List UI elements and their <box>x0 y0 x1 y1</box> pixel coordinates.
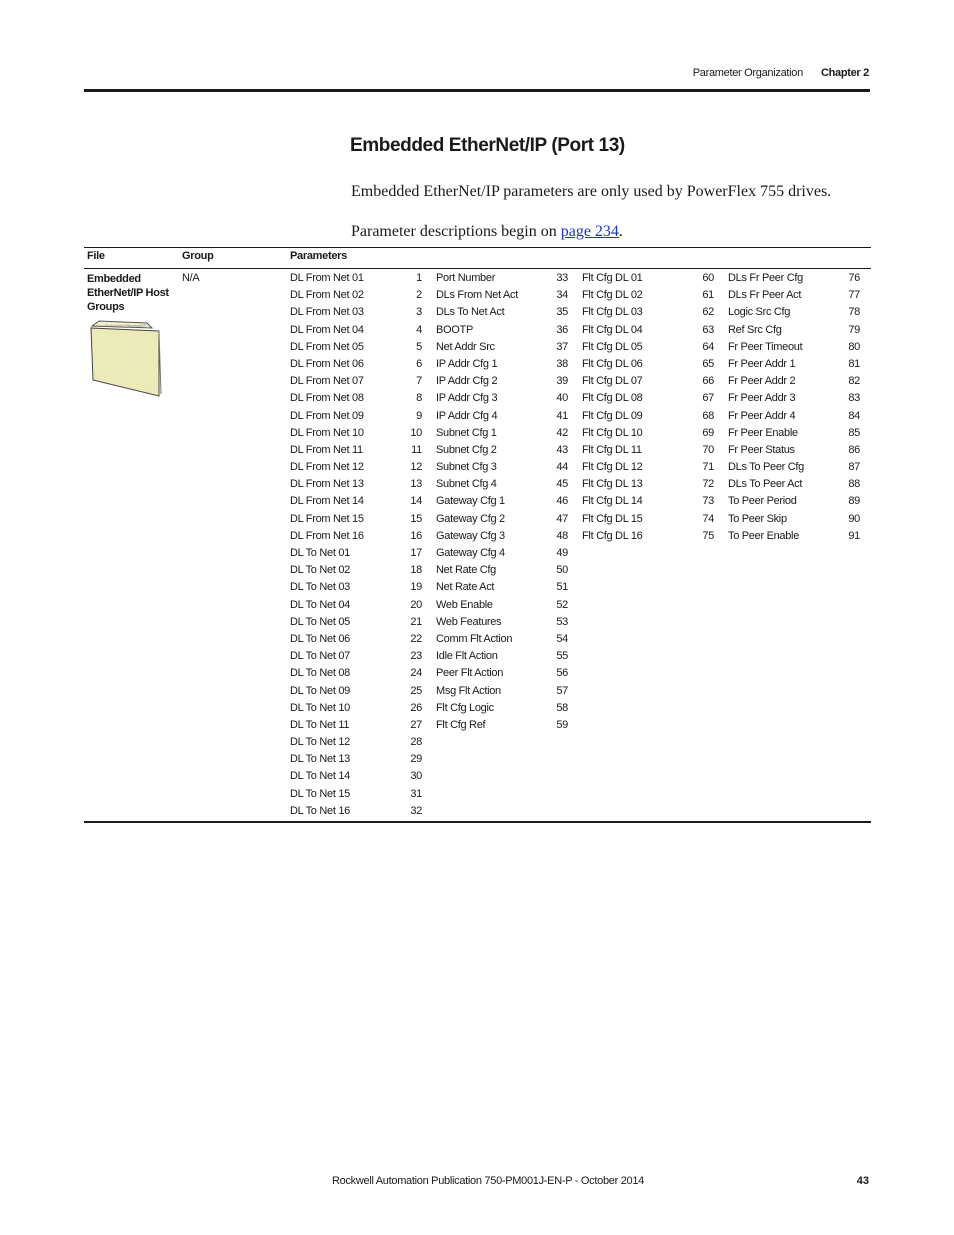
parameter-row <box>582 444 714 461</box>
parameter-name: Gateway Cfg 1 <box>436 495 505 508</box>
parameter-name: Net Rate Act <box>436 581 495 594</box>
parameter-row <box>290 719 422 736</box>
parameter-number: 29 <box>410 753 422 766</box>
parameter-name: Flt Cfg DL 15 <box>582 512 643 525</box>
parameter-name: Fr Peer Enable <box>728 426 798 439</box>
parameter-row <box>290 324 422 341</box>
parameter-number: 79 <box>848 323 860 336</box>
parameter-name: IP Addr Cfg 3 <box>436 392 498 405</box>
parameter-name: DLs Fr Peer Act <box>728 289 802 302</box>
parameter-number: 71 <box>702 461 714 474</box>
parameter-number: 34 <box>556 289 568 302</box>
parameter-row <box>728 410 860 427</box>
parameter-name: Flt Cfg DL 03 <box>582 306 643 319</box>
parameter-row <box>290 478 422 495</box>
parameter-number: 86 <box>848 443 860 456</box>
parameter-column-3 <box>582 272 714 547</box>
parameter-row <box>290 444 422 461</box>
parameter-name: DL To Net 11 <box>290 718 350 731</box>
parameter-number: 87 <box>848 461 860 474</box>
parameter-name: DL From Net 04 <box>290 323 364 336</box>
parameter-row <box>436 513 568 530</box>
parameter-row <box>290 513 422 530</box>
parameter-row <box>436 306 568 323</box>
parameter-name: Gateway Cfg 2 <box>436 512 505 525</box>
parameter-row <box>728 306 860 323</box>
parameter-number: 90 <box>848 512 860 525</box>
parameter-number: 45 <box>556 478 568 491</box>
parameter-row <box>728 444 860 461</box>
parameter-number: 56 <box>556 667 568 680</box>
parameter-row <box>728 272 860 289</box>
parameter-row <box>728 358 860 375</box>
parameter-number: 85 <box>848 426 860 439</box>
parameter-number: 80 <box>848 340 860 353</box>
page-number: 43 <box>856 1175 869 1187</box>
page-title: Embedded EtherNet/IP (Port 13) <box>350 135 625 156</box>
parameter-row <box>290 685 422 702</box>
group-value: N/A <box>182 272 200 284</box>
parameter-row <box>290 358 422 375</box>
parameter-name: DL From Net 01 <box>290 272 364 284</box>
parameter-name: Fr Peer Timeout <box>728 340 803 353</box>
parameter-name: Flt Cfg Ref <box>436 718 486 731</box>
parameter-row <box>436 358 568 375</box>
file-name: Embedded EtherNet/IP Host Groups <box>87 273 169 313</box>
parameter-row <box>728 427 860 444</box>
parameter-number: 53 <box>556 615 568 628</box>
parameter-number: 60 <box>702 272 714 284</box>
parameter-number: 48 <box>556 529 568 542</box>
parameter-number: 51 <box>556 581 568 594</box>
parameter-name: DL To Net 12 <box>290 736 350 749</box>
parameter-name: DL To Net 05 <box>290 615 350 628</box>
parameter-number: 41 <box>556 409 568 422</box>
parameter-row <box>582 478 714 495</box>
parameter-number: 73 <box>702 495 714 508</box>
parameter-number: 65 <box>702 357 714 370</box>
parameter-number: 17 <box>410 547 422 559</box>
parameter-name: DL To Net 15 <box>290 787 350 800</box>
parameter-number: 63 <box>702 323 714 336</box>
parameter-name: Subnet Cfg 1 <box>436 426 497 439</box>
parameter-row <box>436 667 568 684</box>
parameter-row <box>290 306 422 323</box>
parameter-name: Fr Peer Addr 4 <box>728 409 796 422</box>
parameter-column-2 <box>436 272 568 736</box>
parameter-number: 68 <box>702 409 714 422</box>
parameter-row <box>728 495 860 512</box>
parameter-row <box>582 289 714 306</box>
parameter-number: 19 <box>410 581 422 594</box>
parameter-column-1 <box>290 272 422 822</box>
parameter-name: Port Number <box>436 272 496 284</box>
parameter-name: DL To Net 02 <box>290 564 350 577</box>
parameter-row <box>582 461 714 478</box>
parameter-name: Fr Peer Status <box>728 443 795 456</box>
parameter-column-4 <box>728 272 860 547</box>
parameter-number: 64 <box>702 340 714 353</box>
parameter-number: 10 <box>410 426 422 439</box>
parameter-number: 25 <box>410 684 422 697</box>
parameter-row <box>290 289 422 306</box>
parameter-row <box>728 513 860 530</box>
parameter-name: DL From Net 12 <box>290 461 364 474</box>
parameter-name: DL From Net 06 <box>290 357 364 370</box>
parameter-row <box>290 736 422 753</box>
parameter-number: 14 <box>410 495 422 508</box>
parameter-name: DL To Net 01 <box>290 547 350 559</box>
parameter-number: 28 <box>410 736 422 749</box>
parameter-name: Flt Cfg DL 12 <box>582 461 643 474</box>
parameter-name: DLs To Peer Cfg <box>728 461 805 474</box>
parameter-number: 50 <box>556 564 568 577</box>
parameter-row <box>582 324 714 341</box>
parameter-row <box>582 306 714 323</box>
parameter-name: DL From Net 03 <box>290 306 364 319</box>
parameter-name: Fr Peer Addr 3 <box>728 392 796 405</box>
parameter-row <box>436 461 568 478</box>
parameter-row <box>436 650 568 667</box>
parameter-row <box>290 530 422 547</box>
parameter-row <box>436 341 568 358</box>
parameter-row <box>290 667 422 684</box>
parameter-row <box>290 495 422 512</box>
parameter-number: 15 <box>410 512 422 525</box>
header-section: Parameter Organization <box>692 67 803 79</box>
parameter-number: 42 <box>556 426 568 439</box>
parameter-name: DL From Net 07 <box>290 375 364 388</box>
page-link[interactable]: page 234 <box>560 223 619 240</box>
parameter-name: IP Addr Cfg 2 <box>436 375 498 388</box>
parameter-number: 76 <box>848 272 860 284</box>
parameter-name: Subnet Cfg 4 <box>436 478 497 491</box>
parameter-name: Gateway Cfg 3 <box>436 529 505 542</box>
parameter-name: To Peer Period <box>728 495 797 508</box>
column-header-group: Group <box>182 250 214 262</box>
parameter-number: 55 <box>556 650 568 663</box>
parameter-row <box>290 564 422 581</box>
parameter-row <box>582 530 714 547</box>
parameter-number: 39 <box>556 375 568 388</box>
parameter-row <box>436 444 568 461</box>
parameter-number: 24 <box>410 667 422 680</box>
parameter-row <box>436 324 568 341</box>
parameter-number: 18 <box>410 564 422 577</box>
parameter-row <box>436 495 568 512</box>
parameter-number: 46 <box>556 495 568 508</box>
parameter-number: 61 <box>702 289 714 302</box>
parameter-name: Web Enable <box>436 598 493 611</box>
parameter-number: 47 <box>556 512 568 525</box>
parameter-name: DLs To Peer Act <box>728 478 803 491</box>
parameter-name: Fr Peer Addr 1 <box>728 357 796 370</box>
parameter-row <box>290 770 422 787</box>
header-rule <box>84 89 870 92</box>
parameter-name: DLs From Net Act <box>436 289 518 302</box>
parameter-row <box>290 410 422 427</box>
parameter-number: 88 <box>848 478 860 491</box>
parameter-row <box>436 427 568 444</box>
parameter-number: 26 <box>410 701 422 714</box>
parameter-row <box>436 478 568 495</box>
parameter-name: To Peer Skip <box>728 512 787 525</box>
parameter-row <box>436 581 568 598</box>
parameter-name: DL To Net 09 <box>290 684 350 697</box>
parameter-number: 78 <box>848 306 860 319</box>
parameter-number: 81 <box>848 357 860 370</box>
parameter-number: 70 <box>702 443 714 456</box>
parameter-name: Net Addr Src <box>436 340 495 353</box>
parameter-row <box>290 599 422 616</box>
parameter-number: 27 <box>410 718 422 731</box>
parameter-number: 91 <box>848 529 860 542</box>
parameter-number: 20 <box>410 598 422 611</box>
parameter-number: 38 <box>556 357 568 370</box>
parameter-row <box>728 392 860 409</box>
parameter-row <box>436 702 568 719</box>
parameter-number: 66 <box>702 375 714 388</box>
parameter-number: 31 <box>410 787 422 800</box>
parameter-number: 9 <box>416 409 422 422</box>
parameter-row <box>290 616 422 633</box>
description-suffix: . <box>618 223 623 240</box>
parameter-row <box>582 513 714 530</box>
parameter-row <box>728 478 860 495</box>
parameter-name: IP Addr Cfg 4 <box>436 409 498 422</box>
parameter-number: 37 <box>556 340 568 353</box>
table-top-rule <box>84 247 871 248</box>
parameter-number: 13 <box>410 478 422 491</box>
parameter-row <box>290 375 422 392</box>
parameter-name: DL From Net 05 <box>290 340 364 353</box>
parameter-name: Peer Flt Action <box>436 667 504 680</box>
parameter-row <box>728 375 860 392</box>
parameter-row <box>582 341 714 358</box>
parameter-name: Ref Src Cfg <box>728 323 782 336</box>
parameter-name: Flt Cfg DL 02 <box>582 289 643 302</box>
parameter-name: Flt Cfg DL 07 <box>582 375 643 388</box>
parameter-row <box>582 495 714 512</box>
parameter-name: Flt Cfg DL 05 <box>582 340 643 353</box>
parameter-row <box>436 719 568 736</box>
parameter-row <box>290 633 422 650</box>
parameter-number: 23 <box>410 650 422 663</box>
parameter-number: 2 <box>416 289 422 302</box>
parameter-row <box>582 410 714 427</box>
parameter-name: DL From Net 14 <box>290 495 364 508</box>
header-chapter: Chapter 2 <box>820 67 869 79</box>
parameter-row <box>290 461 422 478</box>
parameter-number: 67 <box>702 392 714 405</box>
parameter-name: DL From Net 10 <box>290 426 364 439</box>
parameter-row <box>728 530 860 547</box>
parameter-number: 12 <box>410 461 422 474</box>
parameter-number: 4 <box>416 323 422 336</box>
parameter-row <box>436 375 568 392</box>
parameter-name: DL From Net 09 <box>290 409 364 422</box>
parameter-number: 58 <box>556 701 568 714</box>
parameter-row <box>436 599 568 616</box>
parameter-number: 74 <box>702 512 714 525</box>
parameter-name: Subnet Cfg 3 <box>436 461 497 474</box>
parameter-row <box>290 547 422 564</box>
parameter-number: 16 <box>410 529 422 542</box>
parameter-row <box>582 375 714 392</box>
parameter-name: Net Rate Cfg <box>436 564 496 577</box>
parameter-name: DLs To Net Act <box>436 306 505 319</box>
parameter-name: DL To Net 06 <box>290 632 350 645</box>
parameter-name: DL To Net 07 <box>290 650 350 663</box>
description-prefix: Parameter descriptions begin on <box>351 223 561 240</box>
parameter-name: Comm Flt Action <box>436 632 513 645</box>
intro-paragraph: Embedded EtherNet/IP parameters are only used by PowerFlex 755 drives. <box>351 183 832 200</box>
parameter-number: 3 <box>416 306 422 319</box>
parameter-name: DL From Net 02 <box>290 289 364 302</box>
parameter-row <box>290 753 422 770</box>
parameter-row <box>728 324 860 341</box>
parameter-name: Flt Cfg DL 06 <box>582 357 643 370</box>
parameter-number: 54 <box>556 632 568 645</box>
parameter-name: DL To Net 13 <box>290 753 350 766</box>
parameter-row <box>582 358 714 375</box>
parameter-row <box>436 392 568 409</box>
parameter-name: DL From Net 13 <box>290 478 364 491</box>
parameter-row <box>290 702 422 719</box>
parameter-name: Flt Cfg DL 16 <box>582 529 643 542</box>
parameter-name: DLs Fr Peer Cfg <box>728 272 803 284</box>
parameter-number: 49 <box>556 547 568 559</box>
parameter-number: 8 <box>416 392 422 405</box>
parameter-number: 43 <box>556 443 568 456</box>
parameter-number: 75 <box>702 529 714 542</box>
column-header-parameters: Parameters <box>290 250 347 262</box>
parameter-row <box>290 581 422 598</box>
description-paragraph <box>351 223 623 241</box>
parameter-name: Flt Cfg DL 09 <box>582 409 643 422</box>
parameter-row <box>436 272 568 289</box>
parameter-name: Fr Peer Addr 2 <box>728 375 796 388</box>
parameter-number: 33 <box>556 272 568 284</box>
parameter-number: 62 <box>702 306 714 319</box>
parameter-name: DL To Net 08 <box>290 667 350 680</box>
parameter-name: Idle Flt Action <box>436 650 498 663</box>
parameter-row <box>290 427 422 444</box>
parameter-name: DL From Net 16 <box>290 529 364 542</box>
parameter-row <box>436 633 568 650</box>
parameter-row <box>728 461 860 478</box>
running-header <box>693 67 869 79</box>
parameter-name: Flt Cfg DL 04 <box>582 323 643 336</box>
parameter-row <box>290 650 422 667</box>
parameter-number: 6 <box>416 357 422 370</box>
parameter-number: 83 <box>848 392 860 405</box>
parameter-row <box>436 289 568 306</box>
parameter-name: BOOTP <box>436 323 474 336</box>
table-bottom-rule <box>84 821 871 823</box>
parameter-number: 32 <box>410 804 422 817</box>
parameter-name: DL To Net 14 <box>290 770 350 783</box>
parameter-name: Flt Cfg DL 14 <box>582 495 643 508</box>
footer-publication: Rockwell Automation Publication 750-PM001J-EN-P - October 2014 <box>332 1175 644 1187</box>
parameter-number: 36 <box>556 323 568 336</box>
parameter-number: 44 <box>556 461 568 474</box>
parameter-number: 35 <box>556 306 568 319</box>
parameter-row <box>728 341 860 358</box>
parameter-number: 82 <box>848 375 860 388</box>
parameter-number: 84 <box>848 409 860 422</box>
parameter-row <box>436 547 568 564</box>
parameter-row <box>436 616 568 633</box>
parameter-number: 11 <box>411 443 422 456</box>
parameter-row <box>582 272 714 289</box>
parameter-name: Logic Src Cfg <box>728 306 791 319</box>
parameter-name: Flt Cfg DL 11 <box>582 443 642 456</box>
parameter-name: DL From Net 15 <box>290 512 364 525</box>
parameter-name: DL To Net 16 <box>290 804 350 817</box>
parameter-row <box>436 685 568 702</box>
parameter-row <box>290 788 422 805</box>
table-header-rule <box>84 268 871 269</box>
parameter-number: 72 <box>702 478 714 491</box>
parameter-row <box>290 272 422 289</box>
parameter-number: 77 <box>848 289 860 302</box>
column-header-file: File <box>87 250 105 262</box>
parameter-name: DL To Net 03 <box>290 581 350 594</box>
parameter-number: 59 <box>556 718 568 731</box>
parameter-name: DL To Net 10 <box>290 701 350 714</box>
parameter-name: DL From Net 11 <box>290 443 363 456</box>
parameter-number: 69 <box>702 426 714 439</box>
parameter-name: Subnet Cfg 2 <box>436 443 497 456</box>
parameter-number: 21 <box>410 615 422 628</box>
parameter-number: 89 <box>848 495 860 508</box>
parameter-name: Flt Cfg DL 01 <box>582 272 643 284</box>
parameter-number: 40 <box>556 392 568 405</box>
parameter-row <box>582 427 714 444</box>
parameter-name: DL From Net 08 <box>290 392 364 405</box>
parameter-number: 5 <box>416 340 422 353</box>
parameter-number: 30 <box>410 770 422 783</box>
folder-icon <box>89 320 163 398</box>
parameter-name: Web Features <box>436 615 502 628</box>
parameter-number: 7 <box>416 375 422 388</box>
folder-tab-label: Embedded EtherNet/IP <box>105 323 147 328</box>
parameter-name: Flt Cfg DL 08 <box>582 392 643 405</box>
parameter-row <box>728 289 860 306</box>
parameter-number: 57 <box>556 684 568 697</box>
parameter-name: Gateway Cfg 4 <box>436 547 505 559</box>
parameter-name: Flt Cfg DL 13 <box>582 478 643 491</box>
parameter-name: Msg Flt Action <box>436 684 501 697</box>
parameter-row <box>290 341 422 358</box>
parameter-name: Flt Cfg DL 10 <box>582 426 643 439</box>
parameter-row <box>436 410 568 427</box>
parameter-row <box>290 805 422 822</box>
parameter-name: To Peer Enable <box>728 529 800 542</box>
parameter-number: 52 <box>556 598 568 611</box>
parameter-name: Flt Cfg Logic <box>436 701 494 714</box>
parameter-number: 1 <box>416 272 422 284</box>
parameter-row <box>436 564 568 581</box>
parameter-row <box>582 392 714 409</box>
parameter-number: 22 <box>410 632 422 645</box>
parameter-row <box>290 392 422 409</box>
parameter-name: IP Addr Cfg 1 <box>436 357 498 370</box>
parameter-row <box>436 530 568 547</box>
parameter-name: DL To Net 04 <box>290 598 350 611</box>
